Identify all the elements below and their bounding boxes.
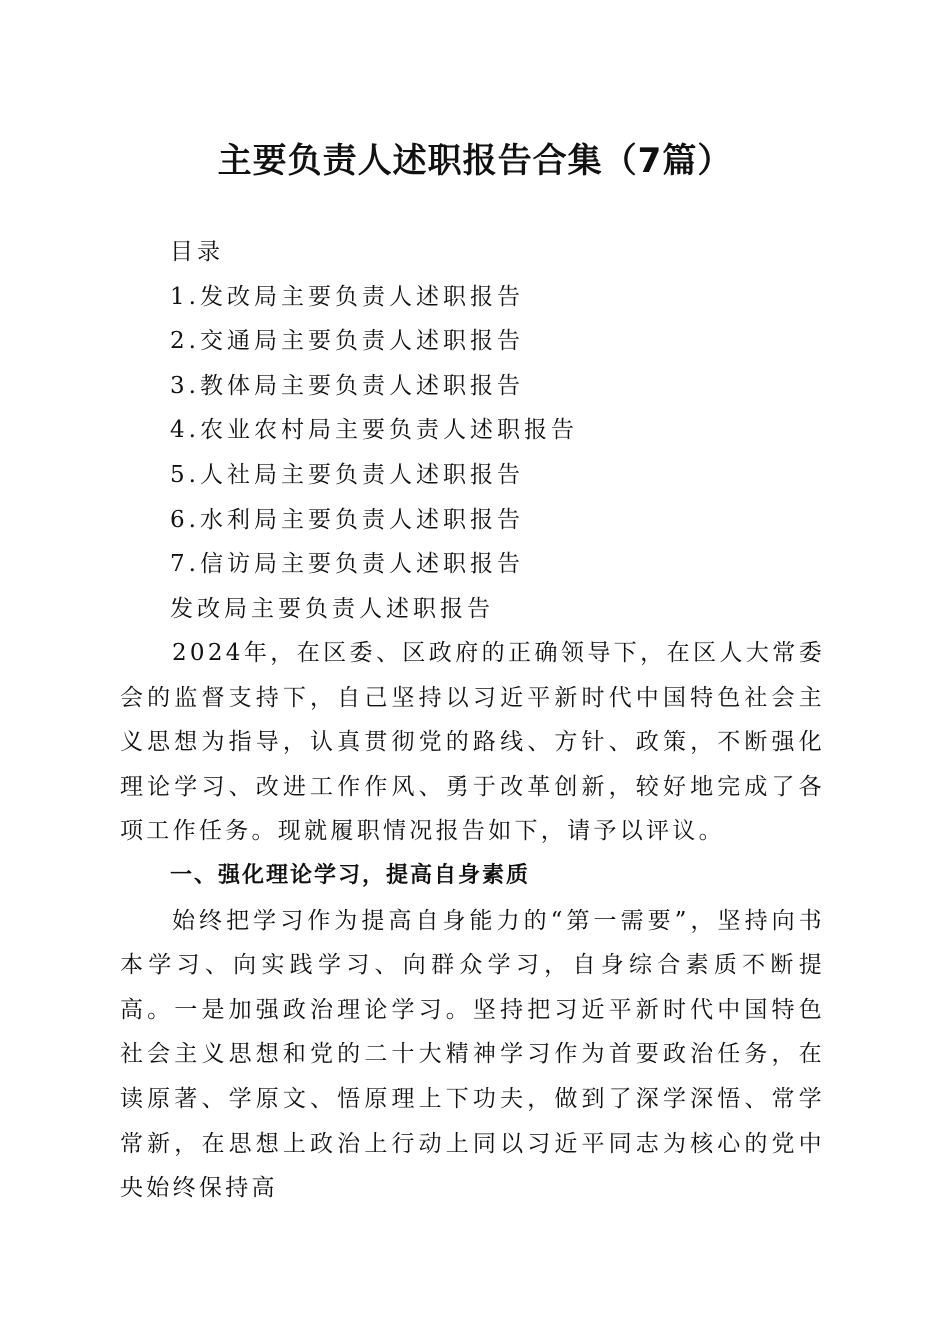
section-title: 发改局主要负责人述职报告 — [170, 595, 494, 622]
toc-item: 4.农业农村局主要负责人述职报告 — [170, 417, 578, 444]
paragraph: 始终把学习作为提高自身能力的“第一需要”，坚持向书本学习、向实践学习、向群众学习，自身综合素质不断提高。一是加强政治理论学习。坚持把习近平新时代中国特色社会主义思想和党的二十大精神学习作为首要政治任务，在读原著、学原文、悟原理上下功夫，做到了深学深悟、常学常新，在思想上政治上行动上同以习近平同志为核心的党中央始终保持高 — [120, 907, 825, 1202]
body-text — [120, 631, 825, 1211]
toc-heading: 目录 — [170, 239, 224, 265]
toc-item: 7.信访局主要负责人述职报告 — [170, 551, 524, 578]
toc-item: 2.交通局主要负责人述职报告 — [170, 328, 524, 355]
toc-item: 5.人社局主要负责人述职报告 — [170, 461, 524, 488]
document-title: 主要负责人述职报告合集（7篇） — [217, 141, 733, 181]
table-of-contents — [170, 230, 830, 631]
toc-item: 6.水利局主要负责人述职报告 — [170, 506, 524, 533]
toc-item: 3.教体局主要负责人述职报告 — [170, 372, 524, 399]
subheading: 一、强化理论学习，提高自身素质 — [170, 862, 531, 888]
paragraph: 2024年，在区委、区政府的正确领导下，在区人大常委会的监督支持下，自己坚持以习近平新时代中国特色社会主义思想为指导，认真贯彻党的路线、方针、政策，不断强化理论学习、改进工作作风、勇于改革创新，较好地完成了各项工作任务。现就履职情况报告如下，请予以评议。 — [120, 640, 825, 845]
toc-item: 1.发改局主要负责人述职报告 — [170, 283, 524, 310]
